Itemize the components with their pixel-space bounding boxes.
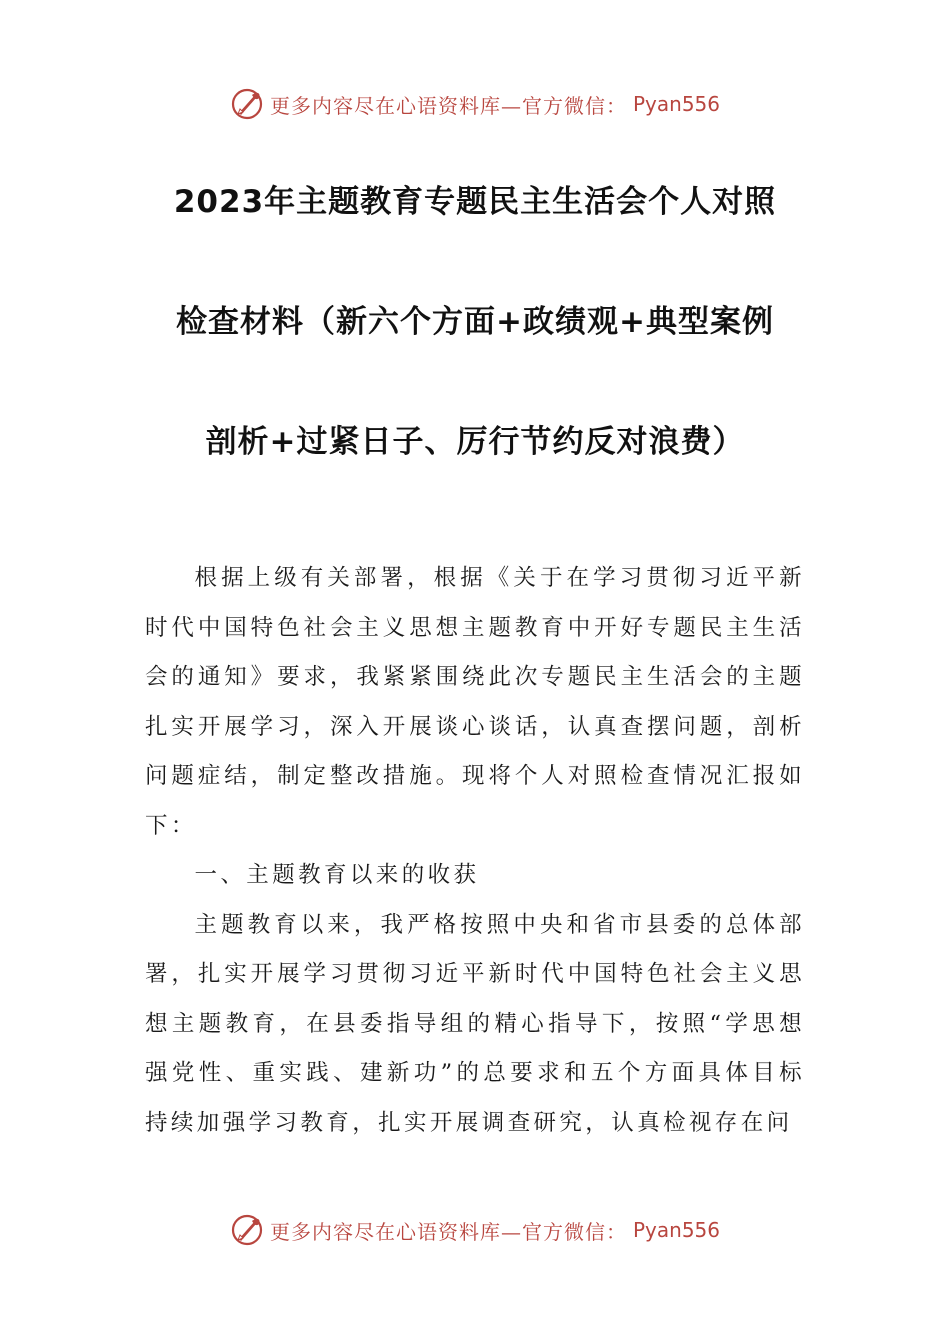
quill-pen-logo-icon [230,87,264,121]
watermark-text: 更多内容尽在心语资料库—官方微信： [269,93,627,118]
document-title-line-2: 检查材料（新六个方面+政绩观+典型案例 [176,304,774,340]
document-body [145,554,805,1148]
watermark-wechat-id: Pyan556 [632,92,720,116]
document-title-line-3: 剖析+过紧日子、厉行节约反对浪费） [205,424,745,460]
paragraph-gains: 主题教育以来，我严格按照中央和省市县委的总体部署，扎实开展学习贯彻习近平新时代中国特色社会主义思想主题教育，在县委指导组的精心指导下，按照“学思想强党性、重实践、建新功”的总要求和五个方面具体目标持续加强学习教育，扎实开展调查研究，认真检视存在问 [145,911,805,1136]
footer-watermark [0,1208,950,1252]
watermark-text: 更多内容尽在心语资料库—官方微信： [269,1219,627,1244]
document-title-line-1: 2023年主题教育专题民主生活会个人对照 [173,184,777,220]
watermark-wechat-id: Pyan556 [632,1218,720,1242]
quill-pen-logo-icon [230,1213,264,1247]
paragraph-intro: 根据上级有关部署，根据《关于在学习贯彻习近平新时代中国特色社会主义思想主题教育中开好专题民主生活会的通知》要求，我紧紧围绕此次专题民主生活会的主题扎实开展学习，深入开展谈心谈话，认真查摆问题，剖析问题症结，制定整改措施。现将个人对照检查情况汇报如下： [145,565,805,839]
header-watermark [0,82,950,126]
section-heading-gains: 一、主题教育以来的收获 [194,862,480,888]
